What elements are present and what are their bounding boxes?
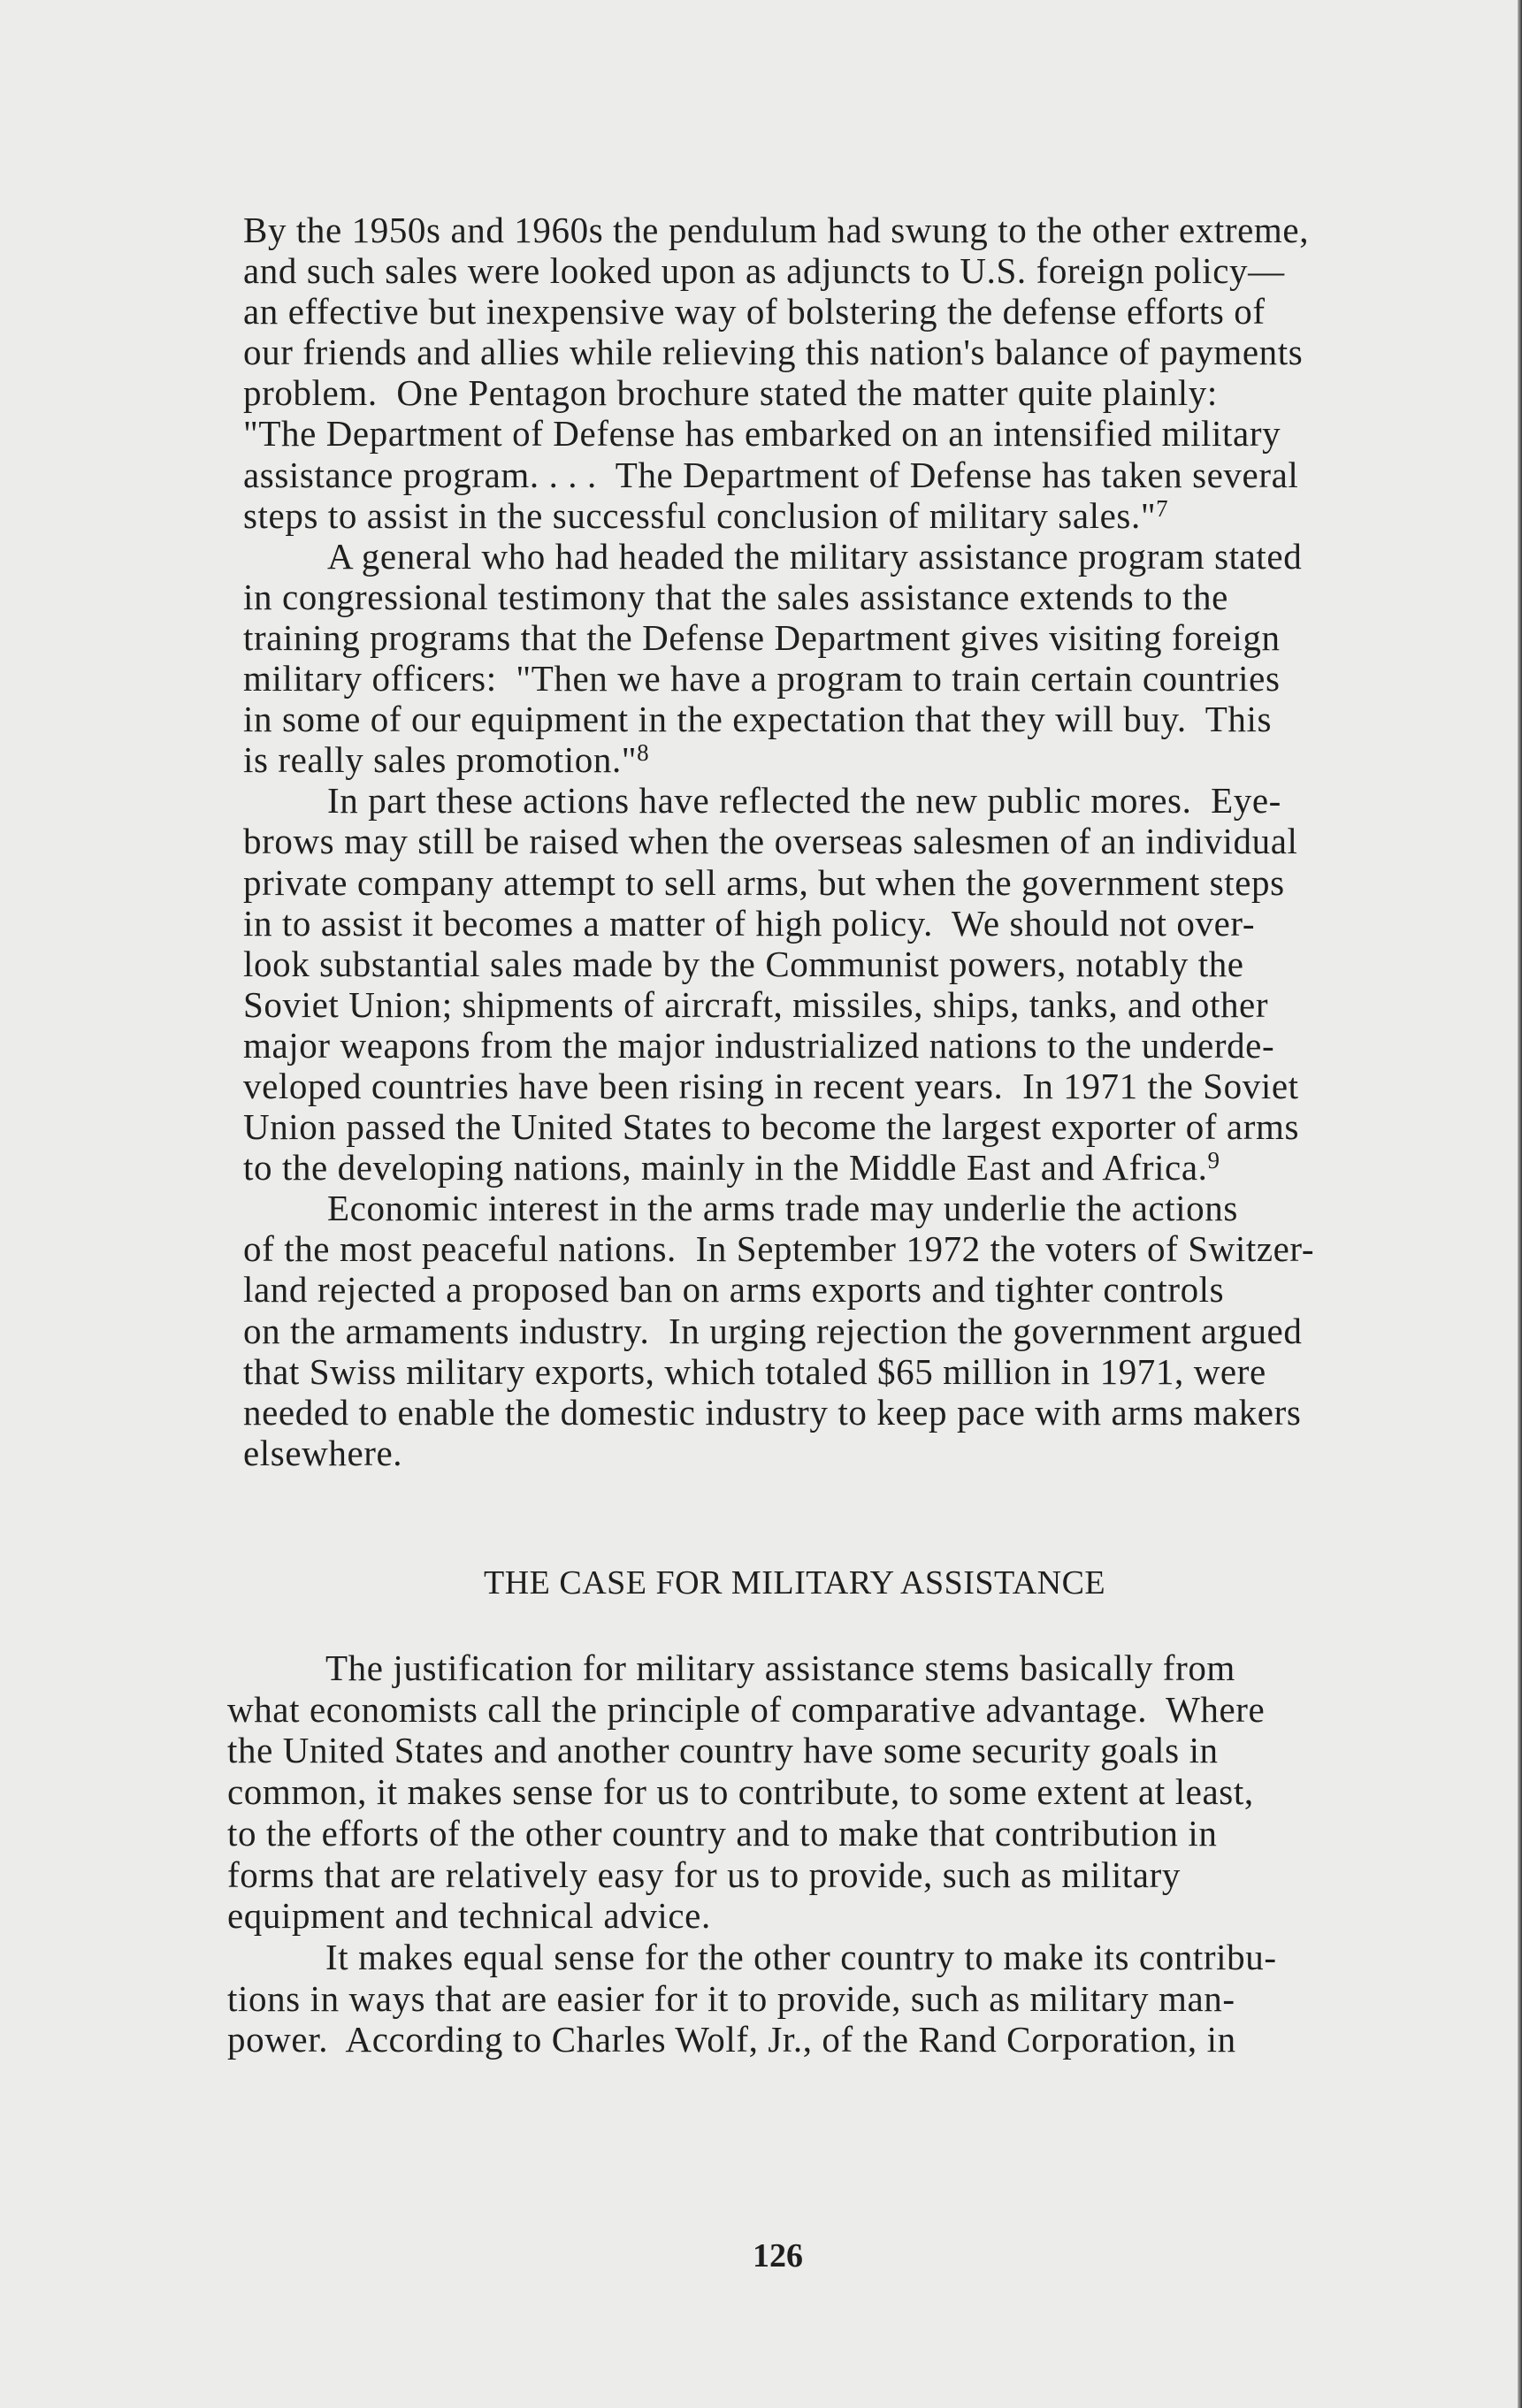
text-line: [227, 1647, 1277, 1689]
text-line: [243, 1066, 1314, 1106]
line-text: veloped countries have been rising in recent years. In 1971 the Soviet: [243, 1065, 1299, 1106]
paragraph: [243, 1188, 1314, 1473]
text-line: [227, 1978, 1277, 2020]
text-line: [227, 1689, 1277, 1731]
text-line: [227, 1895, 1277, 1937]
line-text: to the efforts of the other country and to make that contribution in: [227, 1812, 1218, 1854]
text-line: [243, 250, 1314, 291]
text-line: [243, 536, 1314, 577]
paragraph: [227, 1647, 1277, 1937]
text-line: [243, 821, 1314, 861]
text-line: [243, 1147, 1314, 1188]
line-text: By the 1950s and 1960s the pendulum had swung to the other extreme,: [243, 210, 1310, 250]
text-line: [243, 1269, 1314, 1310]
paragraph: [243, 536, 1314, 781]
line-text: equipment and technical advice.: [227, 1895, 711, 1937]
text-line: [243, 984, 1314, 1025]
line-text: on the armaments industry. In urging rejection the government argued: [243, 1310, 1303, 1351]
text-line: [243, 1228, 1314, 1269]
text-line: [243, 862, 1314, 903]
footnote-marker: 7: [1156, 494, 1169, 522]
line-text: that Swiss military exports, which totaled $65 million in 1971, were: [243, 1350, 1266, 1392]
text-line: [243, 699, 1314, 739]
section-heading: THE CASE FOR MILITARY ASSISTANCE: [484, 1564, 1106, 1602]
page-edge-shadow: [1518, 0, 1522, 2408]
body-text-section-2: [227, 1647, 1277, 2060]
footnote-marker: 8: [637, 739, 650, 767]
line-text: Soviet Union; shipments of aircraft, missiles, ships, tanks, and other: [243, 983, 1269, 1025]
line-text: an effective but inexpensive way of bolstering the defense efforts of: [243, 291, 1266, 333]
line-text: the United States and another country have some security goals in: [227, 1730, 1219, 1771]
text-line: [243, 1433, 1314, 1473]
line-text: forms that are relatively easy for us to provide, such as military: [227, 1854, 1181, 1895]
text-line: [243, 577, 1314, 617]
line-text: our friends and allies while relieving this nation's balance of payments: [243, 332, 1304, 373]
text-line: [243, 413, 1314, 454]
footnote-marker: 9: [1207, 1147, 1220, 1174]
line-text: tions in ways that are easier for it to provide, such as military man-: [227, 1977, 1235, 2019]
line-text: look substantial sales made by the Communist powers, notably the: [243, 943, 1244, 984]
line-text: problem. One Pentagon brochure stated the matter quite plainly:: [243, 372, 1218, 414]
page-number: 126: [753, 2237, 803, 2274]
text-line: [243, 903, 1314, 944]
line-text: "The Department of Defense has embarked on an intensified military: [243, 413, 1281, 455]
text-line: [243, 455, 1314, 495]
text-line: [227, 1813, 1277, 1854]
line-text: what economists call the principle of comparative advantage. Where: [227, 1688, 1266, 1730]
text-line: [243, 1351, 1314, 1392]
paragraph: [227, 1937, 1277, 2060]
text-line: [243, 332, 1314, 372]
line-text: A general who had headed the military assistance program stated: [327, 535, 1303, 577]
text-line: [227, 1771, 1277, 1813]
text-line: [227, 1854, 1277, 1896]
line-text: elsewhere.: [243, 1432, 403, 1473]
line-text: common, it makes sense for us to contribute, to some extent at least,: [227, 1771, 1254, 1813]
text-line: [243, 617, 1314, 658]
line-text: Economic interest in the arms trade may underlie the actions: [327, 1188, 1238, 1229]
line-text: in congressional testimony that the sales assistance extends to the: [243, 576, 1228, 617]
line-text: Union passed the United States to become the largest exporter of arms: [243, 1106, 1300, 1148]
text-line: [243, 1392, 1314, 1433]
line-text: major weapons from the major industrialized nations to the underde-: [243, 1024, 1275, 1066]
line-text: of the most peaceful nations. In September 1972 the voters of Switzer-: [243, 1228, 1315, 1270]
line-text: brows may still be raised when the overseas salesmen of an individual: [243, 821, 1298, 862]
paragraph: [243, 210, 1314, 536]
body-text-section-1: [243, 210, 1314, 1473]
line-text: military officers: "Then we have a program to train certain countries: [243, 658, 1281, 699]
text-line: [243, 944, 1314, 984]
text-line: [243, 1025, 1314, 1066]
text-line: [243, 780, 1314, 821]
text-line: [243, 1106, 1314, 1147]
text-line: [243, 372, 1314, 413]
line-text: and such sales were looked upon as adjuncts to U.S. foreign policy—: [243, 250, 1285, 292]
text-line: [243, 210, 1314, 250]
text-line: [227, 1937, 1277, 1978]
line-text: needed to enable the domestic industry to keep pace with arms makers: [243, 1391, 1302, 1433]
line-text: The justification for military assistance stems basically from: [325, 1647, 1235, 1688]
text-line: [227, 1730, 1277, 1771]
line-text: is really sales promotion.": [243, 739, 638, 781]
line-text: in some of our equipment in the expectation that they will buy. This: [243, 699, 1272, 740]
line-text: to the developing nations, mainly in the Middle East and Africa.: [243, 1147, 1208, 1189]
text-line: [243, 739, 1314, 780]
line-text: In part these actions have reflected the new public mores. Eye-: [327, 780, 1281, 822]
text-line: [243, 1188, 1314, 1228]
text-line: [243, 495, 1314, 536]
paragraph: [243, 780, 1314, 1188]
line-text: land rejected a proposed ban on arms exports and tighter controls: [243, 1269, 1225, 1311]
text-line: [243, 658, 1314, 699]
line-text: steps to assist in the successful conclusion of military sales.": [243, 494, 1157, 536]
line-text: in to assist it becomes a matter of high policy. We should not over-: [243, 902, 1256, 944]
line-text: private company attempt to sell arms, but when the government steps: [243, 861, 1285, 903]
line-text: power. According to Charles Wolf, Jr., of the Rand Corporation, in: [227, 2019, 1236, 2060]
text-line: [243, 1311, 1314, 1351]
line-text: assistance program. . . . The Department of Defense has taken several: [243, 454, 1299, 495]
line-text: training programs that the Defense Department gives visiting foreign: [243, 616, 1281, 658]
text-line: [227, 2019, 1277, 2060]
line-text: It makes equal sense for the other country to make its contribu-: [325, 1936, 1277, 1977]
text-line: [243, 291, 1314, 332]
